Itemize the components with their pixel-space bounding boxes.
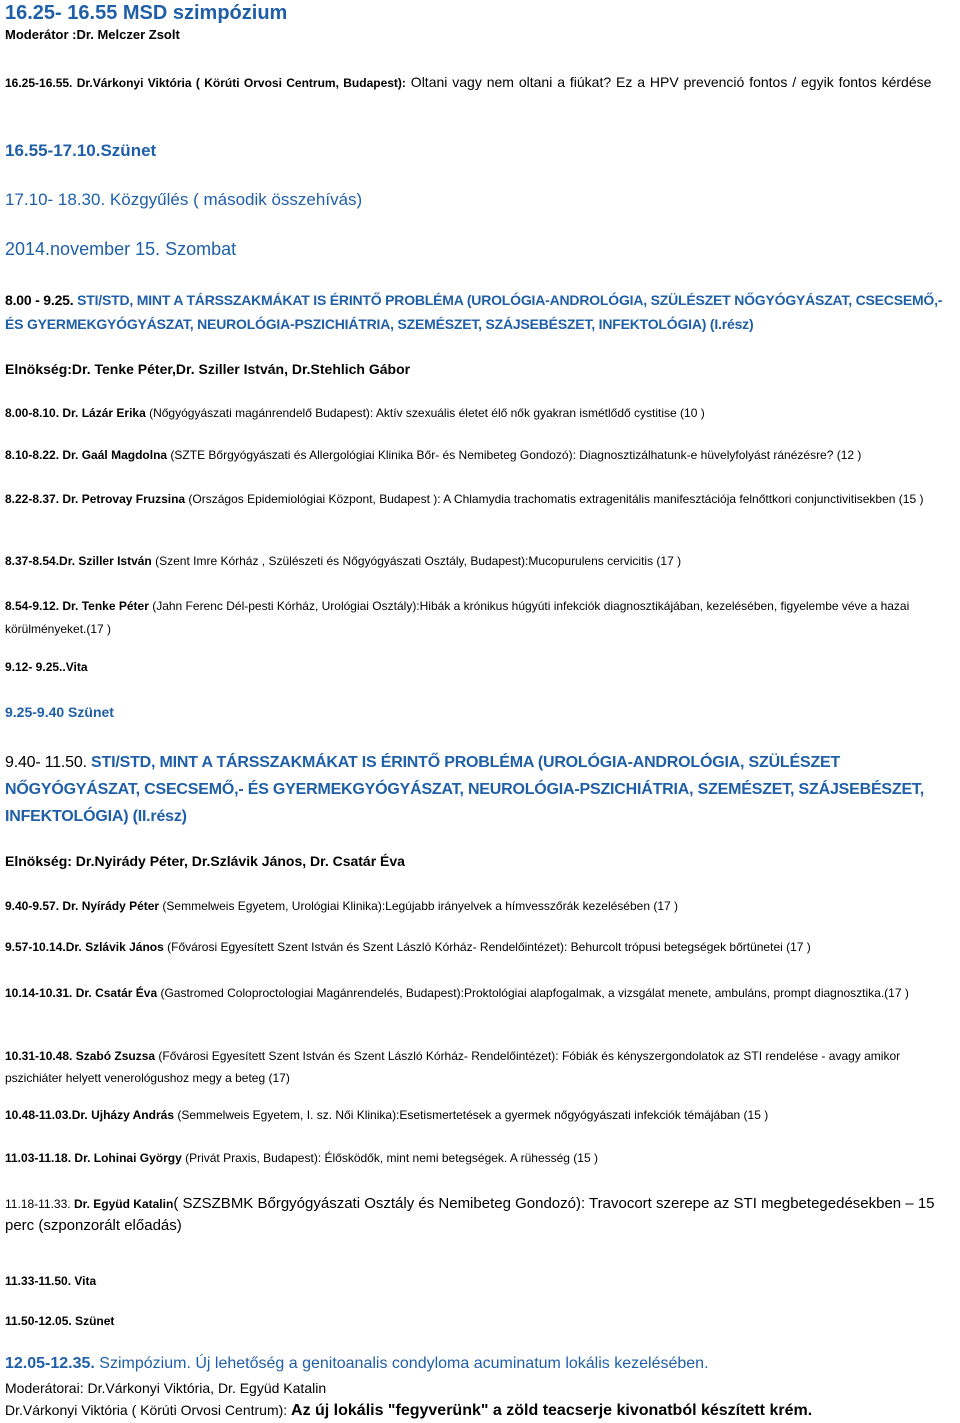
session-1-heading <box>5 288 954 336</box>
speaker-name: Gaál Magdolna <box>81 448 168 462</box>
talk-topic: Az új lokális "fegyverünk" a zöld teacserje kivonatból készített krém. <box>287 1402 813 1419</box>
session-title: STI/STD, MINT A TÁRSSZAKMÁKAT IS ÉRINTŐ PROBLÉMA (UROLÓGIA-ANDROLÓGIA, SZÜLÉSZET NŐGYÓGYÁSZAT, CSECSEMŐ,- ÉS GYERMEKGYÓGYÁSZAT, NEUROLÓGIA-PSZICHIÁTRIA, SZEMÉSZET, SZÁJSEBÉSZET, INFEKTOLÓGIA) (II.rész) <box>5 754 924 825</box>
date-heading: 2014.november 15. Szombat <box>5 239 237 259</box>
talk-speaker: Dr.Várkonyi Viktória ( Körúti Orvosi Centrum, Budapest): <box>76 76 406 90</box>
talk-varkonyi-cream <box>5 1401 954 1422</box>
session-title: Szimpózium. Új lehetőség a genitoanalis condyloma acuminatum lokális kezelésében. <box>94 1355 709 1372</box>
moderator-line: Moderátor :Dr. Melczer Zsolt <box>5 27 180 42</box>
speaker-name: Tenke Péter <box>81 599 149 613</box>
talk-item: 8.10-8.22. Dr. Gaál Magdolna (SZTE Bőrgyógyászati és Allergológiai Klinika Bőr- és Nemibeteg Gondozó): Diagnosztizálhatunk-e hüvelyfolyást ránézésre? (12 ) <box>5 448 862 462</box>
session-title: STI/STD, MINT A TÁRSSZAKMÁKAT IS ÉRINTŐ PROBLÉMA (UROLÓGIA-ANDROLÓGIA, SZÜLÉSZET NŐGYÓGYÁSZAT, CSECSEMŐ,- ÉS GYERMEKGYÓGYÁSZAT, NEUROLÓGIA-PSZICHIÁTRIA, SZEMÉSZET, SZÁJSEBÉSZET, INFEKTOLÓGIA) (I.rész) <box>5 292 943 332</box>
break-1: 16.55-17.10.Szünet <box>5 141 157 160</box>
talk-topic: Oltani vagy nem oltani a fiúkat? Ez a HPV prevenció fontos / egyik fontos kérdése <box>405 74 932 90</box>
talk-item: 10.48-11.03.Dr. Ujházy András (Semmelweis Egyetem, I. sz. Női Klinika):Esetismertetések a gyermek nőgyógyászati infekciók témájában (15 ) <box>5 1108 769 1122</box>
talk-time: 11.18-11.33. <box>5 1197 74 1211</box>
symposium-title: 16.25- 16.55 MSD szimpózium <box>5 2 288 24</box>
speaker-name: Sziller István <box>78 554 152 568</box>
moderators-line: Moderátorai: Dr.Várkonyi Viktória, Dr. Együd Katalin <box>5 1380 327 1396</box>
speaker-name: Szlávik János <box>85 940 164 954</box>
session-time: 8.00 - 9.25. <box>5 292 74 308</box>
talk-item: 9.57-10.14.Dr. Szlávik János (Fővárosi Egyesített Szent István és Szent László Kórház- Rendelőintézet): Behurcolt trópusi betegségek bőrtünetei (17 ) <box>5 940 811 954</box>
speaker-name: Nyírády Péter <box>81 899 160 913</box>
general-assembly: 17.10- 18.30. Közgyűlés ( második összehívás) <box>5 190 363 209</box>
talk-varkonyi-hpv <box>5 70 954 95</box>
speaker-name: Dr.Várkonyi Viktória ( Körúti Orvosi Centrum): <box>5 1402 288 1418</box>
speaker-name: Petrovay Fruzsina <box>81 492 186 506</box>
speaker-name: Lázár Erika <box>81 406 146 420</box>
talk-item: 11.03-11.18. Dr. Lohinai György (Privát Praxis, Budapest): Élősködők, mint nemi betegségek. A rühesség (15 ) <box>5 1151 598 1165</box>
break-2: 9.25-9.40 Szünet <box>5 704 114 720</box>
talk-item: 8.54-9.12. Dr. Tenke Péter (Jahn Ferenc Dél-pesti Kórház, Urológiai Osztály):Hibák a krónikus húgyúti infekciók diagnosztikájában, kezelésében, figyelembe véve a hazai körülményeket.(17 ) <box>5 599 910 636</box>
session-time: 12.05-12.35. <box>5 1355 95 1372</box>
talk-item: 10.31-10.48. Szabó Zsuzsa (Fővárosi Egyesített Szent István és Szent László Kórház- Rendelőintézet): Fóbiák és kényszergondolatok az STI rendelése - avagy amikor pszichiáter helyett venerológushoz megy a beteg (17) <box>5 1049 901 1085</box>
discussion-2: 11.33-11.50. Vita <box>5 1274 97 1288</box>
session-time: 9.40- 11.50. <box>5 754 87 771</box>
speaker-name: Együd Katalin <box>93 1197 174 1211</box>
symposium-2-heading <box>5 1354 954 1375</box>
speaker-name: Lohinai György <box>93 1151 182 1165</box>
discussion-1: 9.12- 9.25..Vita <box>5 660 88 674</box>
chairs-session-2: Elnökség: Dr.Nyirády Péter, Dr.Szlávik János, Dr. Csatár Éva <box>5 853 405 869</box>
talk-item: 8.37-8.54.Dr. Sziller István (Szent Imre Kórház , Szülészeti és Nőgyógyászati Osztály, Budapest):Mucopurulens cervicitis (17 ) <box>5 554 682 568</box>
session-2-heading <box>5 749 954 830</box>
talk-time: 16.25-16.55. <box>5 76 77 90</box>
talk-item: 10.14-10.31. Dr. Csatár Éva (Gastromed Coloproctologiai Magánrendelés, Budapest):Proktológiai alapfogalmak, a vizsgálat menete, ambuláns, prompt diagnosztika.(17 ) <box>5 986 909 1000</box>
speaker-name: Ujházy András <box>91 1108 174 1122</box>
talk-item: 8.00-8.10. Dr. Lázár Erika (Nőgyógyászati magánrendelő Budapest): Aktív szexuális életet élő nők gyakran ismétlődő cystitise (10 ) <box>5 406 705 420</box>
speaker-name: Szabó Zsuzsa <box>75 1049 156 1063</box>
talk-item: 9.40-9.57. Dr. Nyírády Péter (Semmelweis Egyetem, Urológiai Klinika):Legújabb irányelvek a hímvesszőrák kezelésében (17 ) <box>5 899 678 913</box>
chairs-session-1: Elnökség:Dr. Tenke Péter,Dr. Sziller István, Dr.Stehlich Gábor <box>5 361 411 377</box>
speaker-name: Csatár Éva <box>95 986 158 1000</box>
break-3: 11.50-12.05. Szünet <box>5 1314 115 1328</box>
talk-item: 8.22-8.37. Dr. Petrovay Fruzsina (Országos Epidemiológiai Központ, Budapest ): A Chlamydia trachomatis extragenitális manifesztációja felnőttkori conjunctivitisekben (15 ) <box>5 492 924 506</box>
talk-egyud-travocort: 11.18-11.33. Dr. Együd Katalin( SZSZBMK Bőrgyógyászati Osztály és Nemibeteg Gondozó): Travocort szerepe az STI megbetegedésekben – 15 perc (szponzorált előadás) <box>5 1195 935 1234</box>
